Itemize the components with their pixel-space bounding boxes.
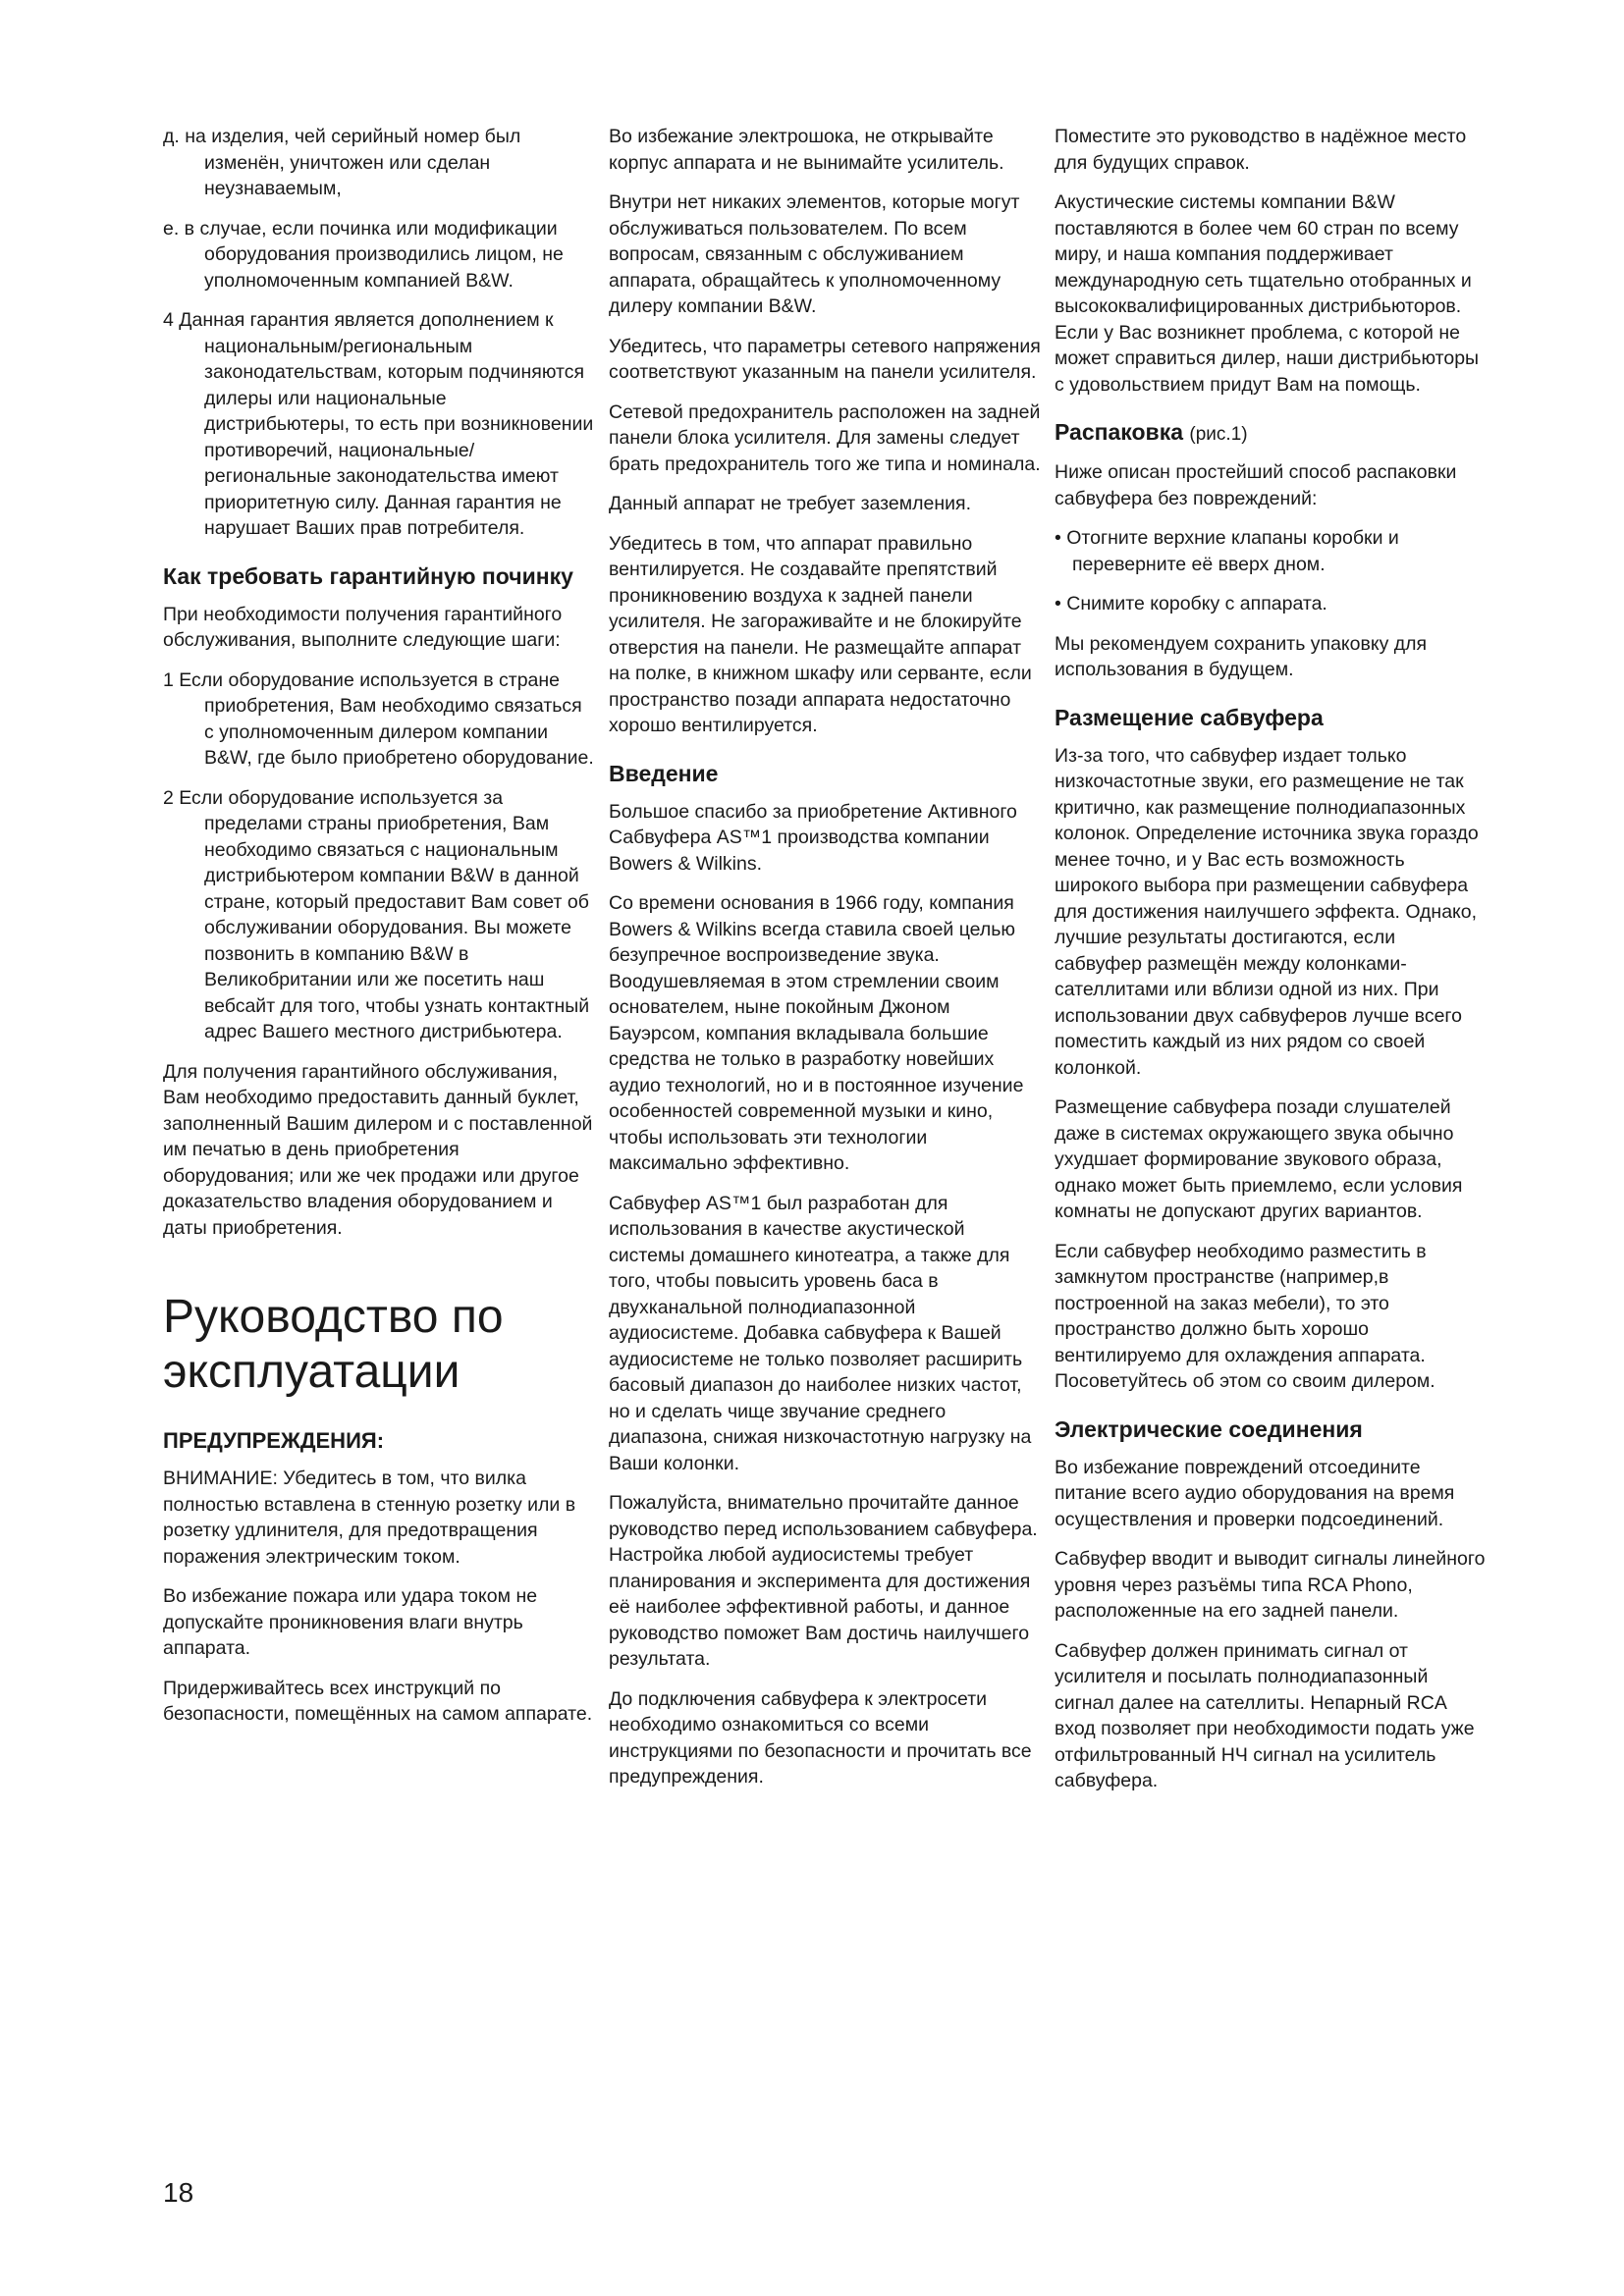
heading-warnings: ПРЕДУПРЕЖДЕНИЯ: — [163, 1428, 385, 1453]
paragraph: Придерживайтесь всех инструкций по безопасности, помещённых на самом аппарате. — [163, 1677, 593, 1725]
paragraph: Внутри нет никаких элементов, которые могут обслуживаться пользователем. По всем вопросам, связанным с обслуживанием аппарата, обращайтесь к уполномоченному дилеру компании B&W. — [609, 191, 1020, 317]
paragraph: Во избежание повреждений отсоедините питание всего аудио оборудования на время осуществления и проверки подсоединений. — [1055, 1456, 1455, 1530]
paragraph: Во избежание электрошока, не открывайте корпус аппарата и не вынимайте усилитель. — [609, 126, 1004, 174]
heading-introduction: Введение — [609, 760, 719, 786]
paragraph: Большое спасибо за приобретение Активного Сабвуфера AS™1 производства компании Bowers & Wilkins. — [609, 800, 1017, 875]
paragraph: Со времени основания в 1966 году, компания Bowers & Wilkins всегда ставила своей целью безупречное воспроизведение звука. Воодушевляемая в этом стремлении своим основателем, ныне покойным Джоном Бауэрсом, компания вкладывала большие средства не только в разработку новейших аудио технологий, но и в постоянное изучение особенностей современной музыки и кино, чтобы использовать эти технологии максимально эффективно. — [609, 892, 1024, 1174]
section-title: Руководство по эксплуатации — [163, 1291, 504, 1398]
paragraph: Сабвуфер AS™1 был разработан для использования в качестве акустической системы домашнего кинотеатра, а также для того, чтобы повысить уровень баса в двухканальной полнодиапазонной аудиосистеме. Добавка сабвуфера к Вашей аудиосистеме не только позволяет расширить басовый диапазон до наиболее низких частот, но и сделать чище звучание среднего диапазона, снижая низкочастотную нагрузку на Ваши колонки. — [609, 1192, 1032, 1474]
paragraph: До подключения сабвуфера к электросети необходимо ознакомиться со всеми инструкциями по безопасности и прочитать все предупреждения. — [609, 1687, 1032, 1788]
paragraph: Сабвуфер вводит и выводит сигналы линейного уровня через разъёмы типа RCA Phono, расположенные на его задней панели. — [1055, 1548, 1486, 1622]
figure-reference: (рис.1) — [1189, 424, 1248, 445]
bullet-item: • Отогните верхние клапаны коробки и переверните её вверх дном. — [1055, 527, 1399, 575]
heading-placement: Размещение сабвуфера — [1055, 704, 1324, 730]
heading-warranty-claim: Как требовать гарантийную починку — [163, 562, 573, 589]
claim-step-1: 1 Если оборудование используется в стране приобретения, Вам необходимо связаться с уполномоченным дилером компании B&W, где было приобретено оборудование. — [163, 668, 594, 769]
heading-unpacking-text: Распаковка — [1055, 419, 1184, 445]
paragraph: Мы рекомендуем сохранить упаковку для использования в будущем. — [1055, 632, 1428, 680]
heading-unpacking — [1055, 419, 1487, 448]
paragraph: Сабвуфер должен принимать сигнал от усилителя и посылать полнодиапазонный сигнал далее на сателлиты. Непарный RCA вход позволяет при необходимости подать уже отфильтрованный НЧ сигнал на усилитель сабвуфера. — [1055, 1639, 1475, 1791]
paragraph: Убедитесь, что параметры сетевого напряжения соответствуют указанным на панели усилителя. — [609, 335, 1041, 383]
paragraph: Данный аппарат не требует заземления. — [609, 493, 971, 514]
warranty-item-d: д. на изделия, чей серийный номер был изменён, уничтожен или сделан неузнаваемым, — [163, 126, 521, 199]
paragraph: Во избежание пожара или удара током не допускайте проникновения влаги внутрь аппарата. — [163, 1585, 538, 1659]
column-right — [1055, 124, 1487, 1808]
paragraph: Убедитесь в том, что аппарат правильно вентилируется. Не создавайте препятствий проникновению воздуха к задней панели усилителя. Не загораживайте и не блокируйте отверстия на панели. Не размещайте аппарат на полке, в книжном шкафу или серванте, если пространство позади аппарата недостаточно хорошо вентилируется. — [609, 532, 1032, 736]
paragraph: Размещение сабвуфера позади слушателей даже в системах окружающего звука обычно ухудшает формирование звукового образа, однако может быть приемлемо, если условия комнаты не допускают других вариантов. — [1055, 1096, 1463, 1222]
paragraph: Сетевой предохранитель расположен на задней панели блока усилителя. Для замены следует брать предохранитель того же типа и номинала. — [609, 400, 1041, 475]
paragraph: При необходимости получения гарантийного обслуживания, выполните следующие шаги: — [163, 603, 563, 651]
column-middle — [609, 124, 1041, 1804]
warranty-item-4: 4 Данная гарантия является дополнением к национальным/региональным законодательствам, которым подчиняются дилеры или национальные дистрибьютеры, то есть при возникновении противоречий, национальные/региональные законодательства имеют приоритетную силу. Данная гарантия не нарушает Ваших прав потребителя. — [163, 309, 594, 539]
page-number: 18 — [163, 2177, 194, 2208]
paragraph: Для получения гарантийного обслуживания, Вам необходимо предоставить данный буклет, заполненный Вашим дилером и с поставленной им печатью в день приобретения оборудования; или же чек продажи или другое доказательство владения оборудованием и даты приобретения. — [163, 1060, 593, 1239]
paragraph: Пожалуйста, внимательно прочитайте данное руководство перед использованием сабвуфера. Настройка любой аудиосистемы требует планирования и эксперимента для достижения её наиболее эффективной работы, и данное руководство поможет Вам достичь наилучшего результата. — [609, 1492, 1038, 1670]
paragraph: ВНИМАНИЕ: Убедитесь в том, что вилка полностью вставлена в стенную розетку или в розетку удлинителя, для предотвращения поражения электрическим током. — [163, 1468, 576, 1568]
bullet-item: • Снимите коробку с аппарата. — [1055, 593, 1327, 614]
column-left — [163, 124, 595, 1741]
paragraph: Из-за того, что сабвуфер издает только низкочастотные звуки, его размещение не так критично, как размещение полнодиапазонных колонок. Определение источника звука гораздо менее точно, и у Вас есть возможность широкого выбора при размещении сабвуфера для достижения наилучшего эффекта. Однако, лучшие результаты достигаются, если сабвуфер размещён между колонками-сателлитами или вблизи одной из них. При использовании двух сабвуферов лучше всего поместить каждый из них рядом со своей колонкой. — [1055, 744, 1479, 1079]
paragraph: Ниже описан простейший способ распаковки сабвуфера без повреждений: — [1055, 461, 1457, 509]
paragraph: Если сабвуфер необходимо разместить в замкнутом пространстве (например,в построенной на заказ мебели), то это пространство должно быть хорошо вентилируемо для охлаждения аппарата. Посоветуйтесь об этом со своим дилером. — [1055, 1240, 1435, 1392]
paragraph: Акустические системы компании B&W поставляются в более чем 60 стран по всему миру, и наша компания поддерживает международную сеть тщательно отобранных и высококвалифицированных дистрибьюторов. Если у Вас возникнет проблема, с которой не может справиться дилер, наши дистрибьюторы с удовольствием придут Вам на помощь. — [1055, 191, 1480, 396]
warranty-item-e: е. в случае, если починка или модификации оборудования производились лицом, не уполномоченным компанией B&W. — [163, 217, 564, 292]
paragraph: Поместите это руководство в надёжное место для будущих справок. — [1055, 126, 1467, 174]
heading-electrical: Электрические соединения — [1055, 1415, 1363, 1442]
claim-step-2: 2 Если оборудование используется за пределами страны приобретения, Вам необходимо связаться с национальным дистрибьютером компании B&W в данной стране, который предоставит Вам совет об обслуживании оборудования. Вы можете позвонить в компанию B&W в Великобритании или же посетить наш вебсайт для того, чтобы узнать контактный адрес Вашего местного дистрибьютера. — [163, 786, 590, 1042]
